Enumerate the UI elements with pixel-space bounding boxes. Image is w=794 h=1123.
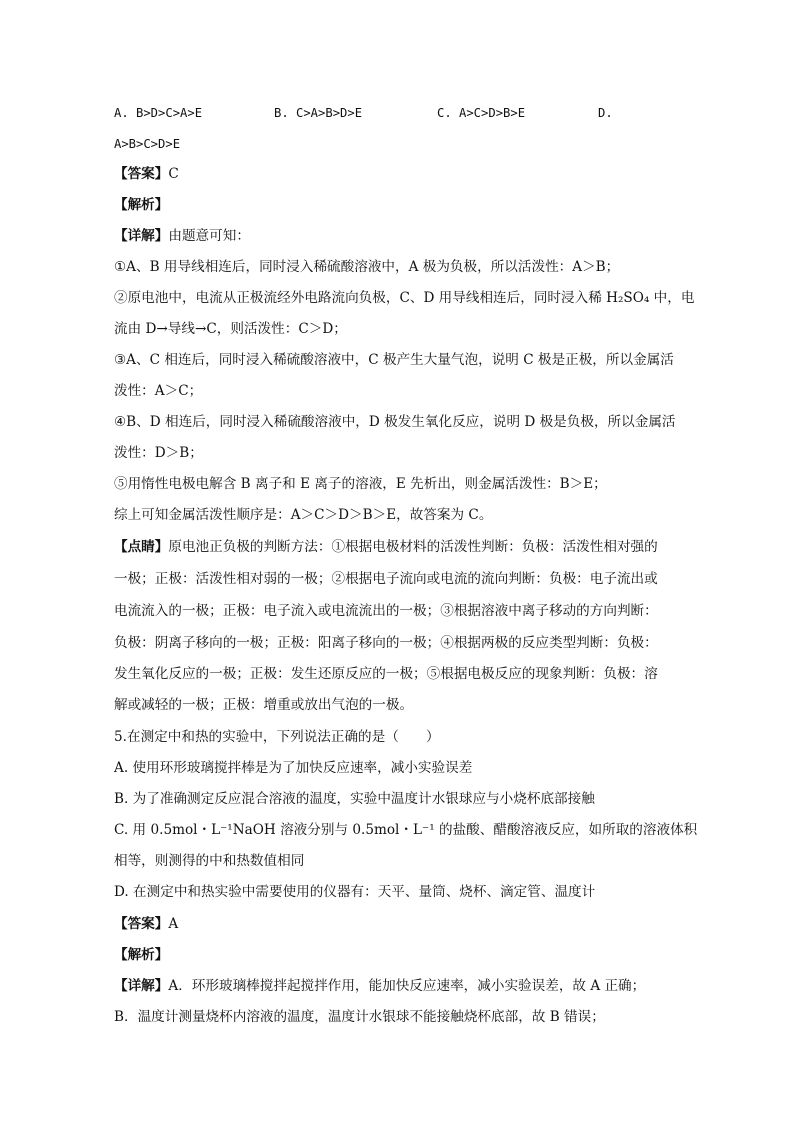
detail-line: [114, 226, 250, 246]
question-stem: 5.在测定中和热的实验中，下列说法正确的是（ ）: [114, 729, 440, 745]
option-d-value: A>B>C>D>E: [114, 137, 181, 151]
tip-tag: 【点睛】: [114, 539, 169, 555]
analysis-line: [114, 195, 168, 215]
question-option-b: B. 为了准确测定反应混合溶液的温度，实验中温度计水银球应与小烧杯底部接触: [114, 791, 595, 807]
question-option-a: A. 使用环形玻璃搅拌棒是为了加快反应速率，减小实验误差: [114, 760, 473, 776]
answer-line: [114, 914, 178, 934]
detail-text-line: ③A、C 相连后，同时浸入稀硫酸溶液中，C 极产生大量气泡，说明 C 极是正极，所以金属活: [114, 352, 674, 368]
detail-intro: 由题意可知：: [168, 228, 250, 244]
tip-line: [114, 537, 658, 557]
detail-first: A．环形玻璃棒搅拌起搅拌作用，能加快反应速率，减小实验误差，故 A 正确；: [168, 978, 646, 994]
option-d: D.: [598, 106, 613, 120]
detail-text-line: 流由 D→导线→C，则活泼性：C＞D；: [114, 321, 347, 337]
tip-text-line: 电流流入的一极；正极：电子流入或电流流出的一极；③根据溶液中离子移动的方向判断：: [114, 603, 658, 619]
option-b: B. C>A>B>D>E: [274, 106, 363, 120]
detail-tag: 【详解】: [114, 978, 169, 994]
detail-tag: 【详解】: [114, 228, 169, 244]
detail-text-line: ⑤用惰性电极电解含 B 离子和 E 离子的溶液，E 先析出，则金属活泼性：B＞E；: [114, 476, 607, 492]
tip-first: 原电池正负极的判断方法：①根据电极材料的活泼性判断：负极：活泼性相对强的: [168, 539, 658, 555]
detail-text-line: ①A、B 用导线相连后，同时浸入稀硫酸溶液中，A 极为负极，所以活泼性：A＞B；: [114, 259, 620, 275]
question-option-d: D. 在测定中和热实验中需要使用的仪器有：天平、量筒、烧杯、滴定管、温度计: [114, 884, 596, 900]
question-option-c: C. 用 0.5mol・L⁻¹NaOH 溶液分别与 0.5mol・L⁻¹ 的盐酸、醋酸溶液反应，如所取的溶液体积: [114, 822, 698, 838]
tip-text-line: 发生氧化反应的一极；正极：发生还原反应的一极；⑤根据电极反应的现象判断：负极：溶: [114, 666, 658, 682]
tip-text-line: 解或减轻的一极；正极：增重或放出气泡的一极。: [114, 697, 414, 713]
detail-text-line: 综上可知金属活泼性顺序是：A＞C＞D＞B＞E，故答案为 C。: [114, 507, 493, 523]
detail-text-line: ④B、D 相连后，同时浸入稀硫酸溶液中，D 极发生氧化反应，说明 D 极是负极，所以金属活: [114, 414, 676, 430]
detail-text-line: 泼性：A＞C；: [114, 383, 203, 399]
question-option-c-cont: 相等，则测得的中和热数值相同: [114, 853, 305, 869]
analysis-line: [114, 945, 168, 965]
answer-line: [114, 164, 179, 184]
analysis-tag: 【解析】: [114, 947, 169, 963]
answer-value: C: [168, 166, 179, 182]
detail-text-line: ②原电池中，电流从正极流经外电路流向负极，C、D 用导线相连后，同时浸入稀 H₂SO₄ 中，电: [114, 290, 695, 306]
option-a: A. B>D>C>A>E: [114, 106, 203, 120]
tip-text-line: 负极：阴离子移向的一极；正极：阳离子移向的一极；④根据两极的反应类型判断：负极：: [114, 635, 658, 651]
detail-line: [114, 976, 645, 996]
detail-text-line: B．温度计测量烧杯内溶液的温度，温度计水银球不能接触烧杯底部，故 B 错误；: [114, 1009, 605, 1025]
option-c: C. A>C>D>B>E: [437, 106, 526, 120]
answer-tag: 【答案】: [114, 166, 169, 182]
analysis-tag: 【解析】: [114, 197, 169, 213]
answer-value: A: [168, 916, 179, 932]
tip-text-line: 一极；正极：活泼性相对弱的一极；②根据电子流向或电流的流向判断：负极：电子流出或: [114, 571, 658, 587]
answer-tag: 【答案】: [114, 916, 169, 932]
detail-text-line: 泼性：D＞B；: [114, 445, 203, 461]
